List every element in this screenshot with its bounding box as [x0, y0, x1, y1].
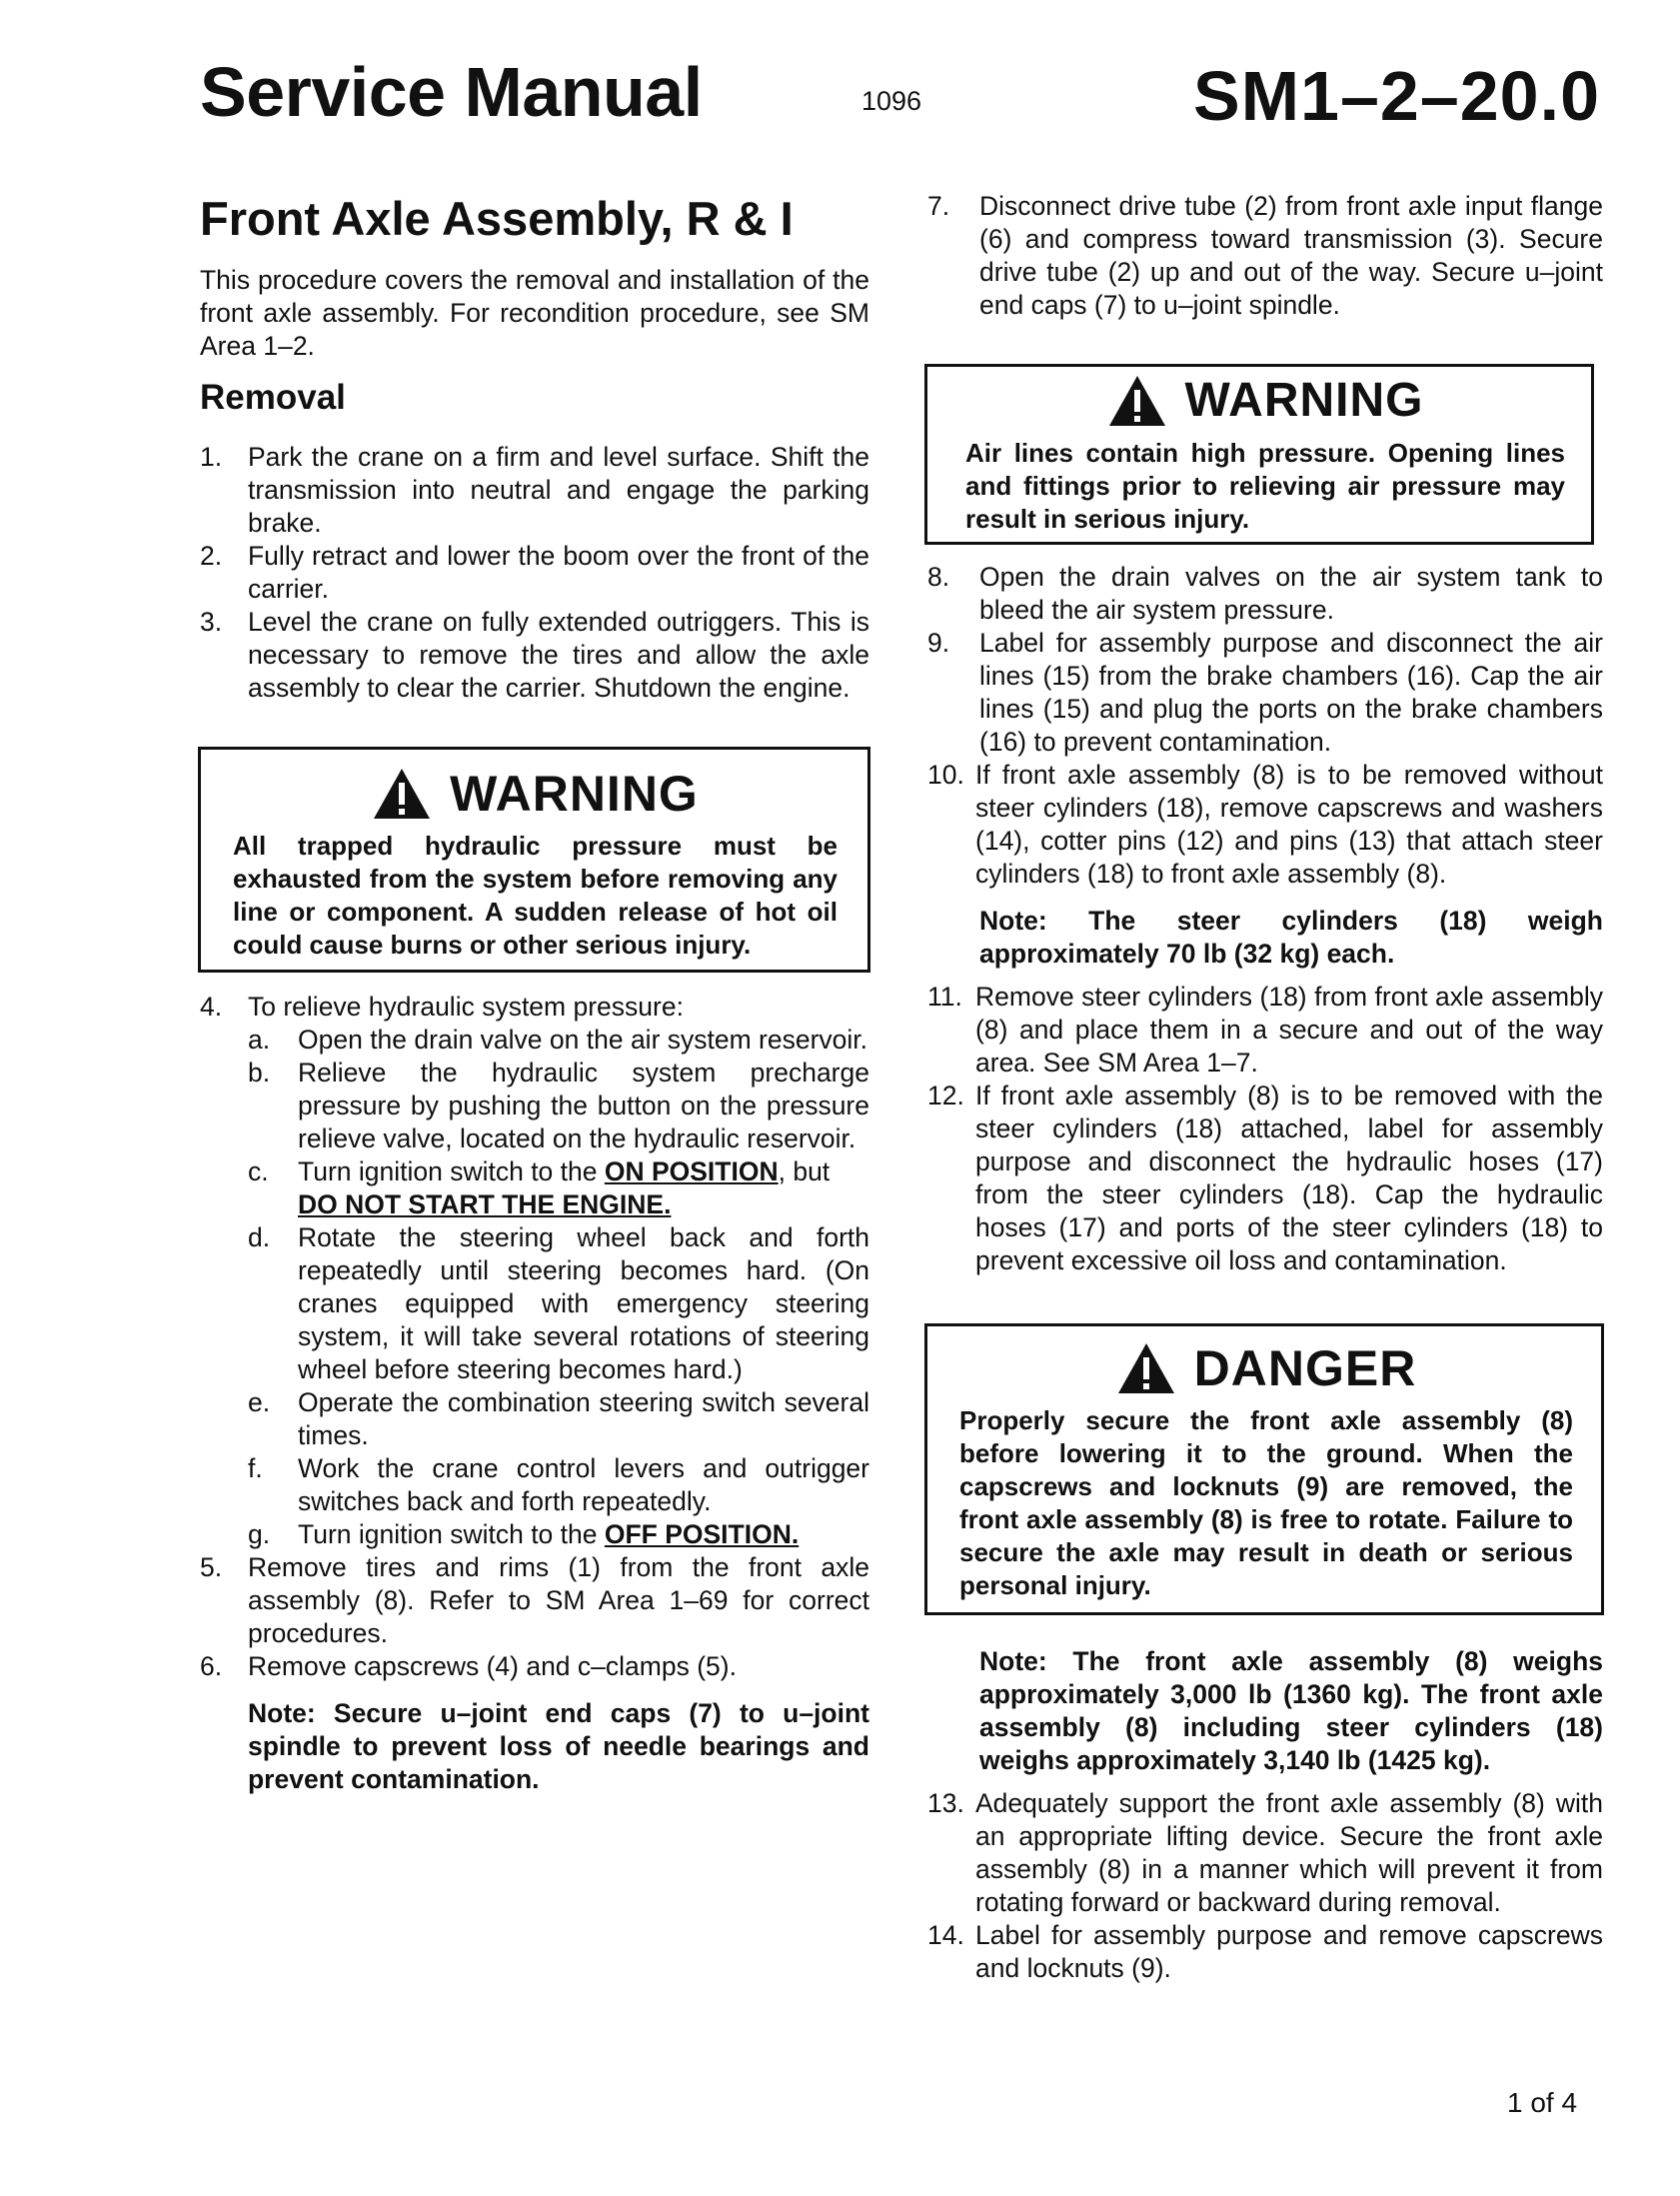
step-number: 12.: [927, 1081, 964, 1110]
do-not-start-emphasis: DO NOT START THE ENGINE.: [298, 1189, 672, 1219]
list-item: [248, 1155, 869, 1221]
list-item: [927, 981, 1603, 1080]
step-text: To relieve hydraulic system pressure:: [248, 992, 684, 1022]
removal-steps-11-12: [927, 981, 1603, 1277]
substep-letter: f.: [248, 1453, 263, 1483]
step-text: Label for assembly purpose and disconnect the air lines (15) from the brake chambers (16). Cap the air lines (15) and plug the ports on the brake chambers (16) to prevent contamination.: [979, 628, 1603, 757]
intro-paragraph: This procedure covers the removal and installation of the front axle assembly. For recondition procedure, see SM Area 1–2.: [200, 265, 869, 361]
step-number: 14.: [927, 1920, 964, 1950]
warning-heading: WARNING: [1184, 374, 1424, 427]
list-item: [200, 1650, 869, 1683]
removal-step-7: [927, 190, 1603, 322]
substep-letter: b.: [248, 1058, 271, 1088]
step-number: 10.: [927, 760, 964, 790]
removal-steps-1-3: [200, 441, 869, 705]
warning-triangle-icon: [1107, 374, 1167, 428]
step-text: Level the crane on fully extended outriggers. This is necessary to remove the tires and allow the axle assembly to clear the carrier. Shutdown the engine.: [248, 607, 869, 703]
removal-step-4: [200, 991, 869, 1551]
warning-header: [965, 371, 1565, 431]
substep-letter: g.: [248, 1519, 271, 1549]
step-text: Park the crane on a firm and level surface. Shift the transmission into neutral and engage the parking brake.: [248, 442, 869, 538]
substep-letter: e.: [248, 1387, 271, 1417]
list-item: [200, 441, 869, 540]
removal-steps-5-6: [200, 1551, 869, 1683]
list-item: [927, 190, 1603, 322]
step-text: Adequately support the front axle assembly (8) with an appropriate lifting device. Secure the front axle assembly (8) in a manner which will prevent it from rotating forward or backward during removal.: [975, 1788, 1603, 1917]
step-number: 6.: [200, 1651, 223, 1681]
substep-text: Relieve the hydraulic system precharge pressure by pushing the button on the pressure relieve valve, located on the hydraulic reservoir.: [298, 1058, 869, 1153]
step-number: 9.: [927, 628, 950, 658]
step-number: 1.: [200, 442, 223, 472]
step-text: Label for assembly purpose and remove capscrews and locknuts (9).: [975, 1920, 1603, 1983]
danger-text: Properly secure the front axle assembly (8) before lowering it to the ground. When the capscrews and locknuts (9) are removed, the front axle assembly (8) is free to rotate. Failure to secure the axle may result in death or serious personal injury.: [959, 1405, 1573, 1600]
substep-text: Work the crane control levers and outrigger switches back and forth repeatedly.: [298, 1453, 869, 1516]
step-body: [248, 991, 869, 1551]
page-number: 1 of 4: [1507, 2087, 1578, 2118]
step-number: 11.: [927, 982, 962, 1012]
step-number: 7.: [927, 191, 950, 221]
substep-text: Open the drain valve on the air system reservoir.: [298, 1025, 868, 1055]
ujoint-note: Note: Secure u–joint end caps (7) to u–joint spindle to prevent loss of needle bearings and prevent contamination.: [248, 1698, 869, 1794]
substeps: [248, 1024, 869, 1551]
page-title: Front Axle Assembly, R & I: [200, 192, 794, 245]
list-item: [200, 606, 869, 705]
list-item: [248, 1024, 869, 1057]
substep-text-part: Turn ignition switch to the: [298, 1519, 605, 1549]
list-item: [927, 627, 1603, 759]
step-number: 5.: [200, 1552, 223, 1582]
step-number: 13.: [927, 1788, 964, 1818]
substep-letter: d.: [248, 1222, 271, 1252]
on-position-emphasis: ON POSITION: [604, 1156, 779, 1186]
warning-text: Air lines contain high pressure. Opening lines and fittings prior to relieving air pressure may result in serious injury.: [965, 438, 1565, 534]
substep-letter: a.: [248, 1025, 271, 1055]
substep-text: Operate the combination steering switch several times.: [298, 1387, 869, 1450]
warning-triangle-icon: [1116, 1341, 1176, 1395]
list-item: [927, 561, 1603, 627]
danger-heading: DANGER: [1193, 1340, 1417, 1396]
step-text: Fully retract and lower the boom over the front of the carrier.: [248, 541, 869, 604]
removal-steps-13-14: [927, 1787, 1603, 1985]
substep-text: [298, 1155, 869, 1221]
list-item: [200, 991, 869, 1551]
substep-letter: c.: [248, 1156, 269, 1186]
step-text: If front axle assembly (8) is to be removed without steer cylinders (18), remove capscrews and washers (14), cotter pins (12) and pins (13) that attach steer cylinders (18) to front axle assembly (8).: [975, 760, 1603, 889]
step-number: 8.: [927, 562, 950, 592]
removal-heading: Removal: [200, 378, 346, 417]
list-item: [248, 1221, 869, 1386]
warning-header: [233, 764, 838, 824]
step-number: 3.: [200, 607, 223, 637]
step-number: 4.: [200, 992, 223, 1022]
warning-heading: WARNING: [450, 766, 699, 822]
danger-box: [924, 1323, 1604, 1615]
list-item: [200, 540, 869, 606]
list-item: [248, 1386, 869, 1452]
list-item: [927, 759, 1603, 891]
list-item: [200, 1551, 869, 1650]
off-position-emphasis: OFF POSITION.: [604, 1519, 800, 1549]
step-text: Remove steer cylinders (18) from front axle assembly (8) and place them in a secure and out of the way area. See SM Area 1–7.: [975, 982, 1603, 1078]
axle-weight-note: Note: The front axle assembly (8) weighs approximately 3,000 lb (1360 kg). The front axle assembly (8) including steer cylinders (18) weighs approximately 3,140 lb (1425 kg).: [979, 1646, 1603, 1775]
step-text: Remove capscrews (4) and c–clamps (5).: [248, 1651, 737, 1681]
header-manual-title: Service Manual: [200, 53, 703, 131]
substep-text-part: , but: [778, 1156, 831, 1186]
step-text: If front axle assembly (8) is to be removed with the steer cylinders (18) attached, label for assembly purpose and disconnect the hydraulic hoses (17) from the steer cylinders (18). Cap the hydraulic hoses (17) and ports of the steer cylinders (18) to prevent excessive oil loss and contamination.: [975, 1081, 1603, 1275]
list-item: [248, 1452, 869, 1518]
substep-text: [298, 1518, 869, 1551]
left-column: [200, 190, 869, 1806]
removal-steps-8-10: [927, 561, 1603, 891]
air-lines-warning-box: [924, 364, 1594, 545]
header-document-number: SM1–2–20.0: [1193, 57, 1600, 135]
hydraulic-warning-box: [198, 747, 870, 973]
list-item: [927, 1787, 1603, 1919]
substep-text-part: Turn ignition switch to the: [298, 1156, 605, 1186]
step-number: 2.: [200, 541, 223, 571]
list-item: [248, 1057, 869, 1155]
list-item: [248, 1518, 869, 1551]
step-text: Open the drain valves on the air system tank to bleed the air system pressure.: [979, 562, 1603, 625]
substep-text: Rotate the steering wheel back and forth repeatedly until steering becomes hard. (On cranes equipped with emergency steering system, it will take several rotations of steering wheel before steering becomes hard.): [298, 1222, 869, 1384]
warning-triangle-icon: [372, 767, 432, 821]
step-text: Remove tires and rims (1) from the front axle assembly (8). Refer to SM Area 1–69 for correct procedures.: [248, 1552, 869, 1648]
header-code: 1096: [861, 86, 922, 116]
warning-text: All trapped hydraulic pressure must be exhausted from the system before removing any line or component. A sudden release of hot oil could cause burns or other serious injury.: [233, 831, 838, 960]
step-text: Disconnect drive tube (2) from front axle input flange (6) and compress toward transmission (3). Secure drive tube (2) up and out of the way. Secure u–joint end caps (7) to u–joint spindle.: [979, 191, 1603, 320]
list-item: [927, 1919, 1603, 1985]
list-item: [927, 1080, 1603, 1277]
right-column: [927, 190, 1603, 1985]
danger-header: [959, 1338, 1573, 1398]
steer-cylinder-weight-note: Note: The steer cylinders (18) weigh approximately 70 lb (32 kg) each.: [979, 906, 1603, 969]
